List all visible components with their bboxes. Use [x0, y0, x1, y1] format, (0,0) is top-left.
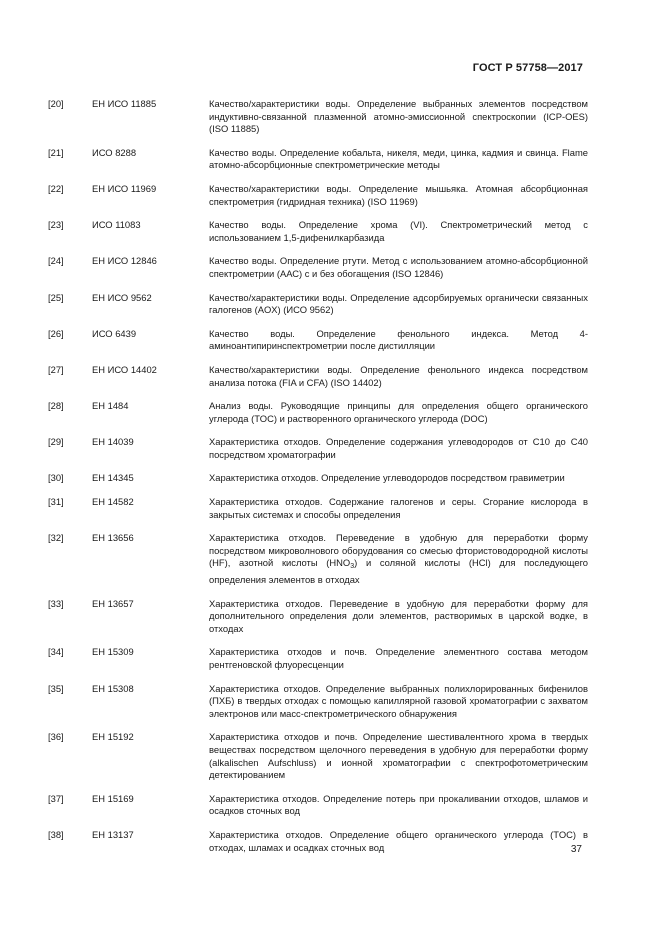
reference-code: ЕН 15308	[92, 682, 134, 694]
reference-number: [26]	[48, 327, 64, 339]
reference-title: Анализ воды. Руководящие принципы для определения общего органического углерода (TOC) и растворенного органического углерода (DOC)	[209, 400, 588, 424]
reference-number: [35]	[48, 682, 64, 694]
reference-title-part: Характеристика отходов. Переведение в удобную для переработки форму посредством микроволнового оборудования со смесью фтористоводородной кислоты (HF), азотной кислоты (HNO	[209, 532, 588, 569]
reference-code: ЕН 13656	[92, 532, 134, 544]
reference-number: [34]	[48, 646, 64, 658]
reference-title: Характеристика отходов. Определение содержания углеводородов от C10 до C40 посредством хроматографии	[209, 436, 588, 460]
reference-entry	[48, 364, 588, 389]
reference-number: [20]	[48, 98, 64, 109]
reference-code: ЕН ИСО 14402	[92, 363, 157, 375]
reference-entry	[48, 292, 588, 317]
reference-number: [23]	[48, 219, 64, 231]
reference-code: ЕН 1484	[92, 400, 129, 412]
reference-entry	[48, 147, 588, 172]
reference-title: Характеристика отходов. Определение углеводородов посредством гравиметрии	[209, 472, 565, 484]
reference-code: ЕН 13137	[92, 828, 134, 840]
reference-code: ЕН 15192	[92, 731, 134, 743]
reference-code: ЕН ИСО 9562	[92, 291, 152, 303]
reference-code: ЕН 15169	[92, 792, 134, 804]
reference-code: ИСО 11083	[92, 219, 141, 231]
reference-title: Характеристика отходов. Переведение в удобную для переработки форму для дополнительного определения доли элементов, растворимых в царской водке, в отходах	[209, 597, 588, 634]
reference-code: ЕН ИСО 12846	[92, 255, 157, 267]
reference-code: ЕН ИСО 11969	[92, 182, 157, 194]
page-number: 37	[570, 844, 582, 855]
reference-title-part: ) и соляной кислоты (HCl) для последующего определения элементов в отходах	[209, 557, 588, 586]
reference-number: [37]	[48, 792, 64, 804]
reference-title	[209, 532, 588, 586]
reference-entry	[48, 183, 588, 208]
reference-title: Характеристика отходов. Определение общего органического углерода (TOC) в отходах, шламах и осадках сточных вод	[209, 828, 588, 853]
reference-entry	[48, 683, 588, 721]
reference-number: [25]	[48, 291, 64, 303]
reference-number: [29]	[48, 436, 64, 448]
reference-entry	[48, 472, 588, 485]
reference-number: [27]	[48, 363, 64, 375]
reference-title: Качество/характеристики воды. Определение адсорбируемых органически связанных галогенов (AOX) (ИСО 9562)	[209, 291, 588, 316]
reference-entry	[48, 98, 588, 136]
reference-entry	[48, 436, 588, 461]
reference-number: [32]	[48, 532, 64, 544]
reference-number: [36]	[48, 731, 64, 743]
reference-entry	[48, 646, 588, 671]
reference-title: Качество/характеристики воды. Определение фенольного индекса посредством анализа потока (FIA и CFA) (ISO 14402)	[209, 363, 588, 388]
reference-code: ЕН 13657	[92, 597, 134, 609]
reference-title-subscript: 3	[350, 563, 355, 571]
reference-entry	[48, 496, 588, 521]
reference-code: ЕН 15309	[92, 646, 134, 658]
reference-number: [31]	[48, 496, 64, 508]
reference-number: [24]	[48, 255, 64, 267]
reference-code: ИСО 6439	[92, 327, 137, 339]
reference-title: Качество воды. Определение хрома (VI). Спектрометрический метод с использованием 1,5-дифенилкарбазида	[209, 219, 588, 243]
reference-title: Качество воды. Определение ртути. Метод с использованием атомно-абсорбционной спектрометрии (ААС) с и без обогащения (ISO 12846)	[209, 255, 588, 279]
reference-entry	[48, 255, 588, 280]
reference-entry	[48, 731, 588, 781]
reference-entry	[48, 829, 588, 854]
reference-entry	[48, 793, 588, 818]
reference-number: [30]	[48, 472, 64, 484]
reference-code: ЕН 14345	[92, 472, 134, 484]
reference-title: Характеристика отходов. Определение выбранных полихлорированных бифенилов (ПХБ) в твердых отходах с помощью капиллярной газовой хроматографии с захватом электронов или масс-спектрометрического обнаружения	[209, 682, 588, 719]
reference-title: Характеристика отходов и почв. Определение шестивалентного хрома в твердых веществах посредством щелочного переведения в удобную для переработки форму (alkalischen Aufschluss) и ионной хроматографии с спектрофотометрическим детектированием	[209, 731, 588, 781]
reference-title: Качество/характеристики воды. Определение мышьяка. Атомная абсорбционная спектрометрия (гидридная техника) (ISO 11969)	[209, 182, 588, 207]
reference-number: [28]	[48, 400, 64, 412]
reference-number: [33]	[48, 597, 64, 609]
standard-code: ГОСТ Р 57758—2017	[472, 62, 583, 74]
reference-number: [38]	[48, 828, 64, 840]
reference-title: Характеристика отходов. Определение потерь при прокаливании отходов, шламов и осадков сточных вод	[209, 792, 588, 817]
reference-code: ЕН ИСО 11885	[92, 98, 157, 109]
reference-code: ИСО 8288	[92, 146, 137, 158]
reference-entry	[48, 219, 588, 244]
reference-title: Качество воды. Определение фенольного индекса. Метод 4- аминоантипиринспектрометрии после дистилляции	[209, 327, 588, 352]
reference-title: Качество/характеристики воды. Определение выбранных элементов посредством индуктивно-связанной плазменной атомно-эмиссионной спектроскопии (ICP-OES) (ISO 11885)	[209, 98, 588, 135]
reference-entry	[48, 400, 588, 425]
reference-title: Характеристика отходов и почв. Определение элементного состава методом рентгеновской флуоресценции	[209, 646, 588, 670]
reference-number: [22]	[48, 182, 64, 194]
reference-entry	[48, 598, 588, 636]
reference-number: [21]	[48, 146, 64, 158]
reference-code: ЕН 14039	[92, 436, 134, 448]
reference-code: ЕН 14582	[92, 496, 134, 508]
reference-title: Характеристика отходов. Содержание галогенов и серы. Сгорание кислорода в закрытых системах и способы определения	[209, 496, 588, 520]
reference-entry	[48, 532, 588, 586]
reference-entry	[48, 328, 588, 353]
reference-title: Качество воды. Определение кобальта, никеля, меди, цинка, кадмия и свинца. Flame атомно-абсорбционные спектрометрические методы	[209, 146, 588, 171]
bibliography-list	[48, 98, 588, 865]
